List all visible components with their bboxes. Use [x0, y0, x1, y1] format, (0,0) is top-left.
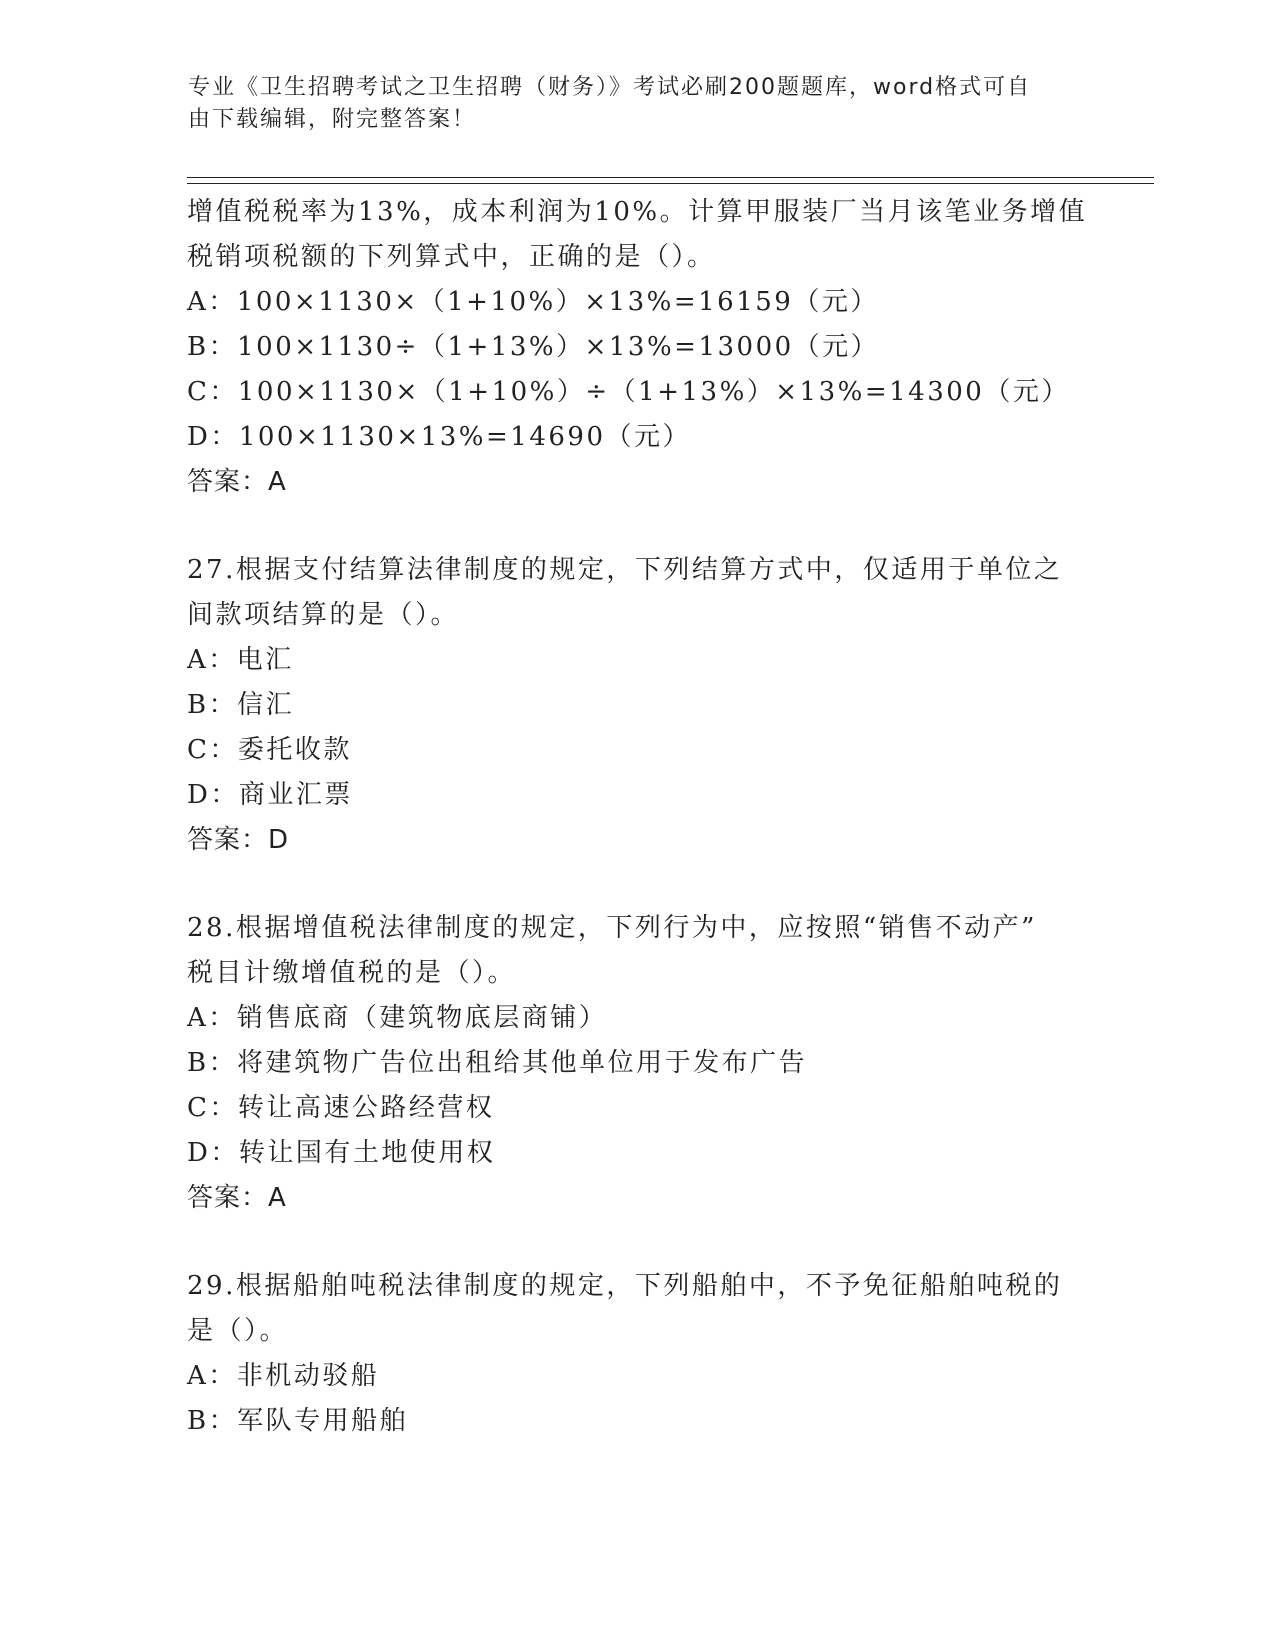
- option-d: D：转让国有土地使用权: [187, 1138, 496, 1168]
- question-stem-line: 28.根据增值税法律制度的规定，下列行为中，应按照“销售不动产”: [187, 913, 1037, 943]
- header-line-2: 由下载编辑，附完整答案！: [188, 107, 477, 132]
- question-27: [187, 548, 1087, 863]
- answer-line: 答案：A: [187, 1183, 287, 1213]
- option-a: A：销售底商（建筑物底层商铺）: [187, 1003, 608, 1033]
- option-b: B：信汇: [187, 690, 295, 720]
- option-d: D：100×1130×13%=14690（元）: [187, 422, 691, 452]
- question-stem-line: 是（）。: [187, 1316, 289, 1346]
- question-stem-line: 间款项结算的是（）。: [187, 600, 460, 630]
- question-stem-line: 税销项税额的下列算式中，正确的是（）。: [187, 242, 716, 272]
- header-divider-bottom: [187, 183, 1154, 184]
- option-a: A：非机动驳船: [187, 1361, 380, 1391]
- option-a: A：电汇: [187, 645, 294, 675]
- option-b: B：将建筑物广告位出租给其他单位用于发布广告: [187, 1048, 808, 1078]
- option-a: A：100×1130×（1+10%）×13%=16159（元）: [187, 287, 879, 317]
- option-c: C：委托收款: [187, 735, 352, 765]
- option-c: C：转让高速公路经营权: [187, 1093, 495, 1123]
- question-28: [187, 906, 1087, 1221]
- option-c: C：100×1130×（1+10%）÷（1+13%）×13%=14300（元）: [187, 377, 1070, 407]
- question-stem-line: 增值税税率为13%，成本利润为10%。计算甲服装厂当月该笔业务增值: [187, 197, 1088, 227]
- question-stem-line: 税目计缴增值税的是（）。: [187, 958, 517, 988]
- header-divider-top: [187, 177, 1154, 178]
- option-b: B：军队专用船舶: [187, 1406, 409, 1436]
- question-stem-line: 27.根据支付结算法律制度的规定，下列结算方式中，仅适用于单位之: [187, 555, 1063, 585]
- question-29: [187, 1264, 1087, 1444]
- option-d: D：商业汇票: [187, 780, 353, 810]
- document-header: [188, 72, 1068, 136]
- question-content: [187, 190, 1087, 1444]
- question-26-continued: [187, 190, 1087, 505]
- header-line-1: 专业《卫生招聘考试之卫生招聘（财务）》考试必刷200题题库，word格式可自: [188, 75, 1032, 100]
- option-b: B：100×1130÷（1+13%）×13%=13000（元）: [187, 332, 880, 362]
- question-stem-line: 29.根据船舶吨税法律制度的规定，下列船舶中，不予免征船舶吨税的: [187, 1271, 1063, 1301]
- answer-line: 答案：D: [187, 825, 290, 855]
- answer-line: 答案：A: [187, 467, 287, 497]
